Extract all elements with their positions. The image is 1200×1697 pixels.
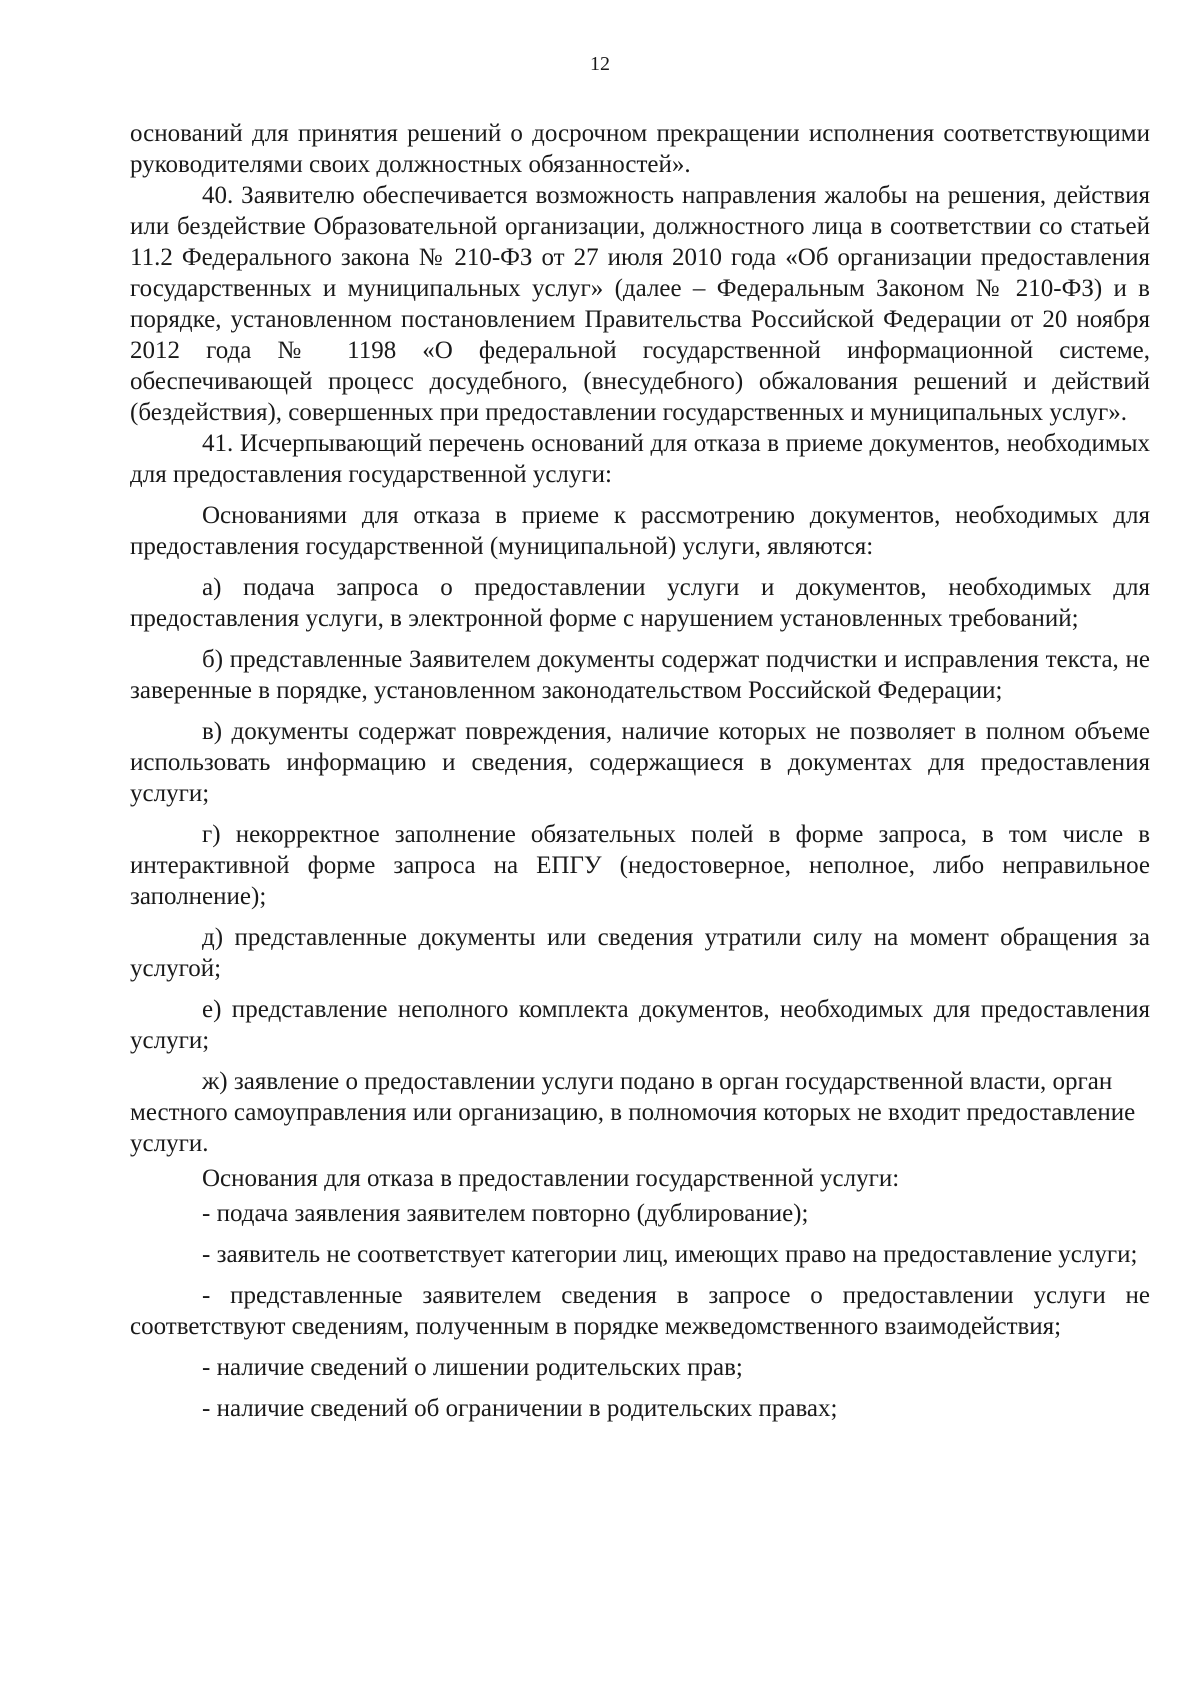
dash-item-restriction: - наличие сведений об ограничении в родительских правах; xyxy=(202,1395,838,1422)
list-item-b: б) представленные Заявителем документы содержат подчистки и исправления текста, не заверенные в порядке, установленном законодательством Российской Федерации; xyxy=(130,646,1150,704)
dash-item-duplicate: - подача заявления заявителем повторно (дублирование); xyxy=(202,1200,809,1227)
dash-item-category: - заявитель не соответствует категории лиц, имеющих право на предоставление услуги; xyxy=(202,1241,1138,1268)
page-number: 12 xyxy=(590,53,610,75)
dash-item-deprivation: - наличие сведений о лишении родительских прав; xyxy=(202,1354,743,1381)
list-item-g: г) некорректное заполнение обязательных полей в форме запроса, в том числе в интерактивной форме запроса на ЕПГУ (недостоверное, неполное, либо неправильное заполнение); xyxy=(130,821,1150,910)
paragraph-40: 40. Заявителю обеспечивается возможность направления жалобы на решения, действия или бездействие Образовательной организации, должностного лица в соответствии со статьей 11.2 Федерального закона № 210-ФЗ от 27 июля 2010 года «Об организации предоставления государственных и муниципальных услуг» (далее – Федеральным Законом № 210-ФЗ) и в порядке, установленном постановлением Правительства Российской Федерации от 20 ноября 2012 года № 1198 «О федеральной государственной информационной системе, обеспечивающей процесс досудебного, (внесудебного) обжалования решений и действий (бездействия), совершенных при предоставлении государственных и муниципальных услуг». xyxy=(130,182,1150,426)
paragraph-service-refusal-intro: Основания для отказа в предоставлении государственной услуги: xyxy=(202,1165,900,1192)
list-item-a: а) подача запроса о предоставлении услуги и документов, необходимых для предоставления услуги, в электронной форме с нарушением установленных требований; xyxy=(130,574,1150,632)
list-item-zh: ж) заявление о предоставлении услуги подано в орган государственной власти, орган местного самоуправления или организацию, в полномочия которых не входит предоставление услуги. xyxy=(130,1068,1136,1157)
list-item-e: е) представление неполного комплекта документов, необходимых для предоставления услуги; xyxy=(130,996,1150,1054)
paragraph-41: 41. Исчерпывающий перечень оснований для отказа в приеме документов, необходимых для предоставления государственной услуги: xyxy=(130,430,1150,488)
list-item-d: д) представленные документы или сведения утратили силу на момент обращения за услугой; xyxy=(130,924,1150,982)
dash-item-mismatch: - представленные заявителем сведения в запросе о предоставлении услуги не соответствуют сведениям, полученным в порядке межведомственного взаимодействия; xyxy=(130,1282,1150,1340)
paragraph-continuation: оснований для принятия решений о досрочном прекращении исполнения соответствующими руководителями своих должностных обязанностей». xyxy=(130,120,1150,178)
paragraph-refusal-grounds-intro: Основаниями для отказа в приеме к рассмотрению документов, необходимых для предоставления государственной (муниципальной) услуги, являются: xyxy=(130,502,1150,560)
list-item-v: в) документы содержат повреждения, наличие которых не позволяет в полном объеме использовать информацию и сведения, содержащиеся в документах для предоставления услуги; xyxy=(130,718,1150,807)
document-body xyxy=(130,118,1150,1424)
